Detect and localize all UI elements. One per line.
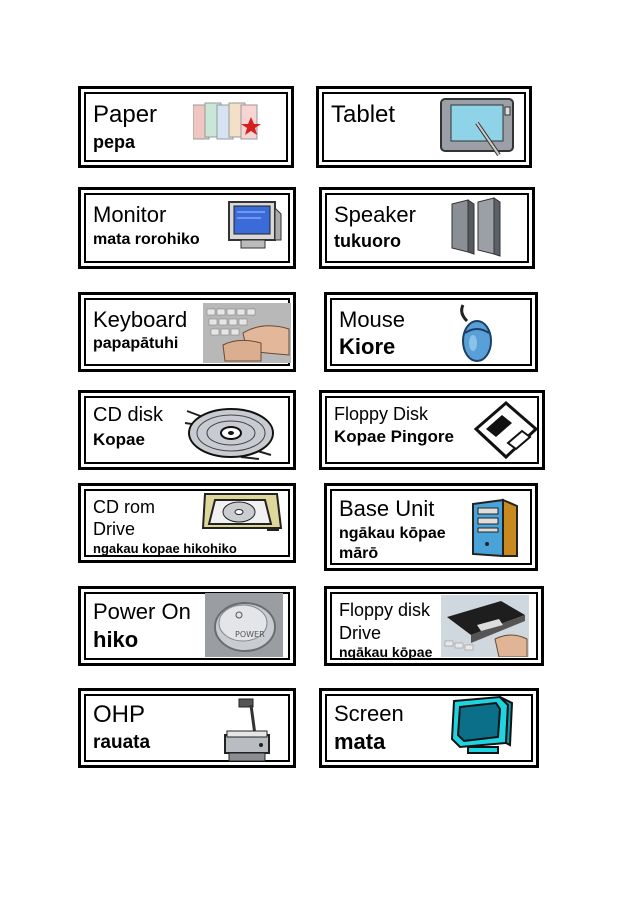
card-english-label: Screen: [334, 701, 404, 726]
cd-rom-drive-icon: [201, 490, 283, 536]
graphics-tablet-icon: [437, 95, 517, 161]
card-base-unit: [324, 483, 538, 571]
card-english-label-line1: Floppy disk: [339, 600, 431, 620]
card-maori-label: Kopae: [93, 430, 145, 449]
card-english-label: Base Unit: [339, 496, 435, 521]
cd-disk-icon: [181, 403, 277, 461]
card-tablet: [316, 86, 532, 168]
card-english-label: Tablet: [331, 101, 396, 128]
card-english-label: OHP: [93, 701, 146, 728]
card-english-label-line1: CD rom: [93, 497, 155, 517]
card-english-label-line2: Drive: [339, 623, 382, 643]
crt-screen-icon: [450, 695, 516, 757]
floppy-drive-icon: [441, 595, 529, 657]
card-maori-label-line2: mārō: [339, 545, 379, 562]
card-keyboard: [78, 292, 296, 372]
power-button-icon: [205, 593, 283, 657]
card-maori-label: Kiore: [339, 334, 396, 359]
overhead-projector-icon: [221, 695, 277, 765]
card-mouse: [324, 292, 538, 372]
card-english-label: Keyboard: [93, 307, 188, 332]
card-monitor: [78, 187, 296, 269]
card-maori-label: papapātuhi: [93, 335, 179, 352]
card-english-label: Monitor: [93, 202, 167, 227]
card-maori-label: Kopae Pingore: [334, 427, 454, 446]
card-floppy-drive: [324, 586, 544, 666]
card-maori-label: ngākau kōpae: [339, 644, 433, 660]
computer-tower-icon: [467, 496, 523, 560]
card-maori-label: rauata: [93, 732, 151, 753]
card-ohp: [78, 688, 296, 768]
card-english-label: Floppy Disk: [334, 404, 429, 424]
card-maori-label: pepa: [93, 132, 136, 152]
svg-text:POWER: POWER: [235, 630, 265, 639]
card-english-label: Mouse: [339, 307, 406, 332]
card-maori-label: mata rorohiko: [93, 231, 200, 248]
card-maori-label: mata: [334, 729, 386, 754]
monitor-icon: [227, 200, 283, 252]
card-cd-rom-drive: [78, 483, 296, 563]
floppy-disk-icon: [472, 399, 540, 461]
speaker-icon: [448, 196, 504, 260]
card-paper: [78, 86, 294, 168]
card-english-label: Paper: [93, 101, 158, 128]
mouse-icon: [455, 303, 499, 363]
card-maori-label: ngakau kopae hikohiko: [93, 541, 237, 556]
card-english-label: CD disk: [93, 404, 164, 426]
card-maori-label: tukuoro: [334, 231, 401, 251]
card-floppy-disk: [319, 390, 545, 470]
card-english-label: Speaker: [334, 202, 416, 227]
paper-stack-icon: [193, 97, 263, 145]
card-cd-disk: [78, 390, 296, 470]
card-screen: [319, 688, 539, 768]
card-english-label: Power On: [93, 599, 191, 624]
card-maori-label: hiko: [93, 627, 139, 652]
card-power-on: [78, 586, 296, 666]
keyboard-typing-icon: [203, 303, 291, 363]
card-speaker: [319, 187, 535, 269]
card-english-label-line2: Drive: [93, 519, 136, 539]
card-maori-label-line1: ngākau kōpae: [339, 525, 446, 542]
